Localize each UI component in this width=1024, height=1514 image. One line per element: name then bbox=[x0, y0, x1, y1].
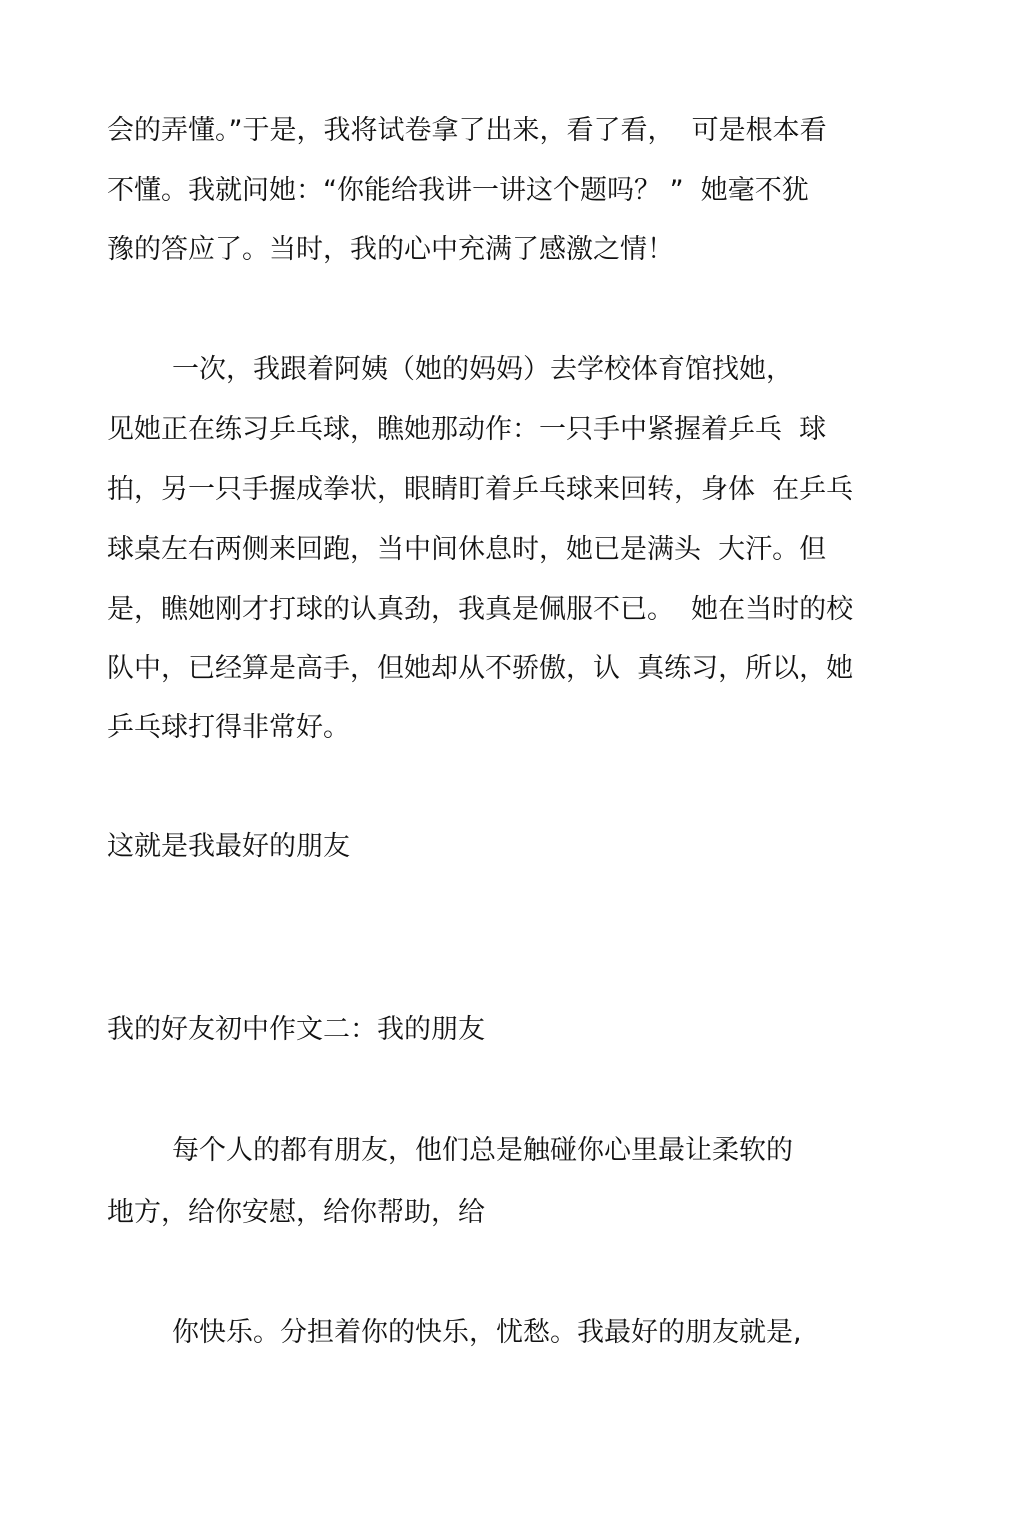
text-line-10: 乒乓球打得非常好。 bbox=[107, 712, 350, 743]
paragraph-start-line: 一次，我跟着阿姨（她的妈妈）去学校体育馆找她， bbox=[172, 354, 793, 385]
closing-line: 这就是我最好的朋友 bbox=[107, 831, 350, 862]
text-line-5: 见她正在练习乒乓球，瞧她那动作：一只手中紧握着乒乓 球 bbox=[107, 414, 827, 445]
paragraph-start-line-2: 每个人的都有朋友，他们总是触碰你心里最让柔软的 bbox=[172, 1135, 793, 1166]
text-line-3: 豫的答应了。当时，我的心中充满了感激之情！ bbox=[107, 234, 674, 265]
text-line-7: 球桌左右两侧来回跑，当中间休息时，她已是满头 大汗。但 bbox=[107, 534, 827, 565]
paragraph-start-line-3: 你快乐。分担着你的快乐，忧愁。我最好的朋友就是, bbox=[172, 1317, 802, 1348]
text-line-1: 会的弄懂。”于是，我将试卷拿了出来，看了看， 可是根本看 bbox=[107, 115, 827, 146]
text-line-8: 是，瞧她刚才打球的认真劲，我真是佩服不已。 她在当时的校 bbox=[107, 594, 854, 625]
text-line-14: 地方，给你安慰，给你帮助，给 bbox=[107, 1197, 485, 1228]
section-heading: 我的好友初中作文二：我的朋友 bbox=[107, 1014, 485, 1045]
text-line-2: 不懂。我就问她：“你能给我讲一讲这个题吗？ ” 她毫不犹 bbox=[107, 175, 809, 206]
text-line-9: 队中，已经算是高手，但她却从不骄傲，认 真练习，所以，她 bbox=[107, 653, 854, 684]
text-line-6: 拍，另一只手握成拳状，眼睛盯着乒乓球来回转，身体 在乒乓 bbox=[107, 474, 854, 505]
